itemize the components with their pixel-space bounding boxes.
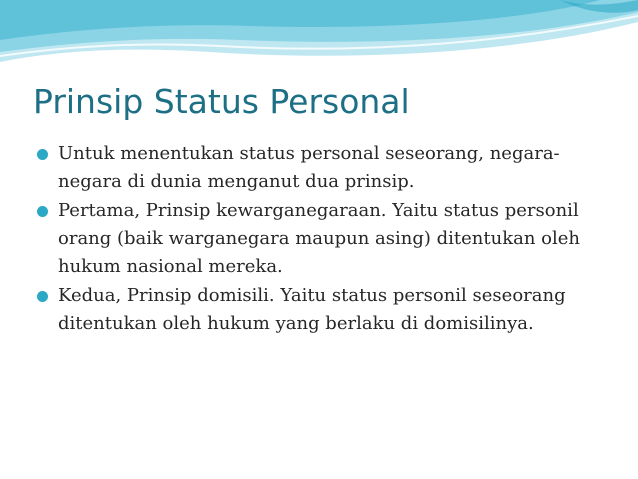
bullet-list [34,140,609,339]
bullet-dot-icon [37,149,48,160]
bullet-item [34,197,609,281]
bullet-text: Pertama, Prinsip kewarganegaraan. Yaitu status personil orang (baik warganegara maupun asing) ditentukan oleh hukum nasional mereka. [58,200,581,277]
bullet-dot-icon [37,206,48,217]
header-wave-decoration [0,0,638,80]
bullet-dot-icon [37,291,48,302]
bullet-item [34,140,609,196]
bullet-text: Untuk menentukan status personal seseorang, negara-negara di dunia menganut dua prinsip. [58,143,560,192]
bullet-text: Kedua, Prinsip domisili. Yaitu status personil seseorang ditentukan oleh hukum yang berlaku di domisilinya. [58,285,566,334]
bullet-item [34,282,609,338]
slide-title: Prinsip Status Personal [33,82,410,121]
